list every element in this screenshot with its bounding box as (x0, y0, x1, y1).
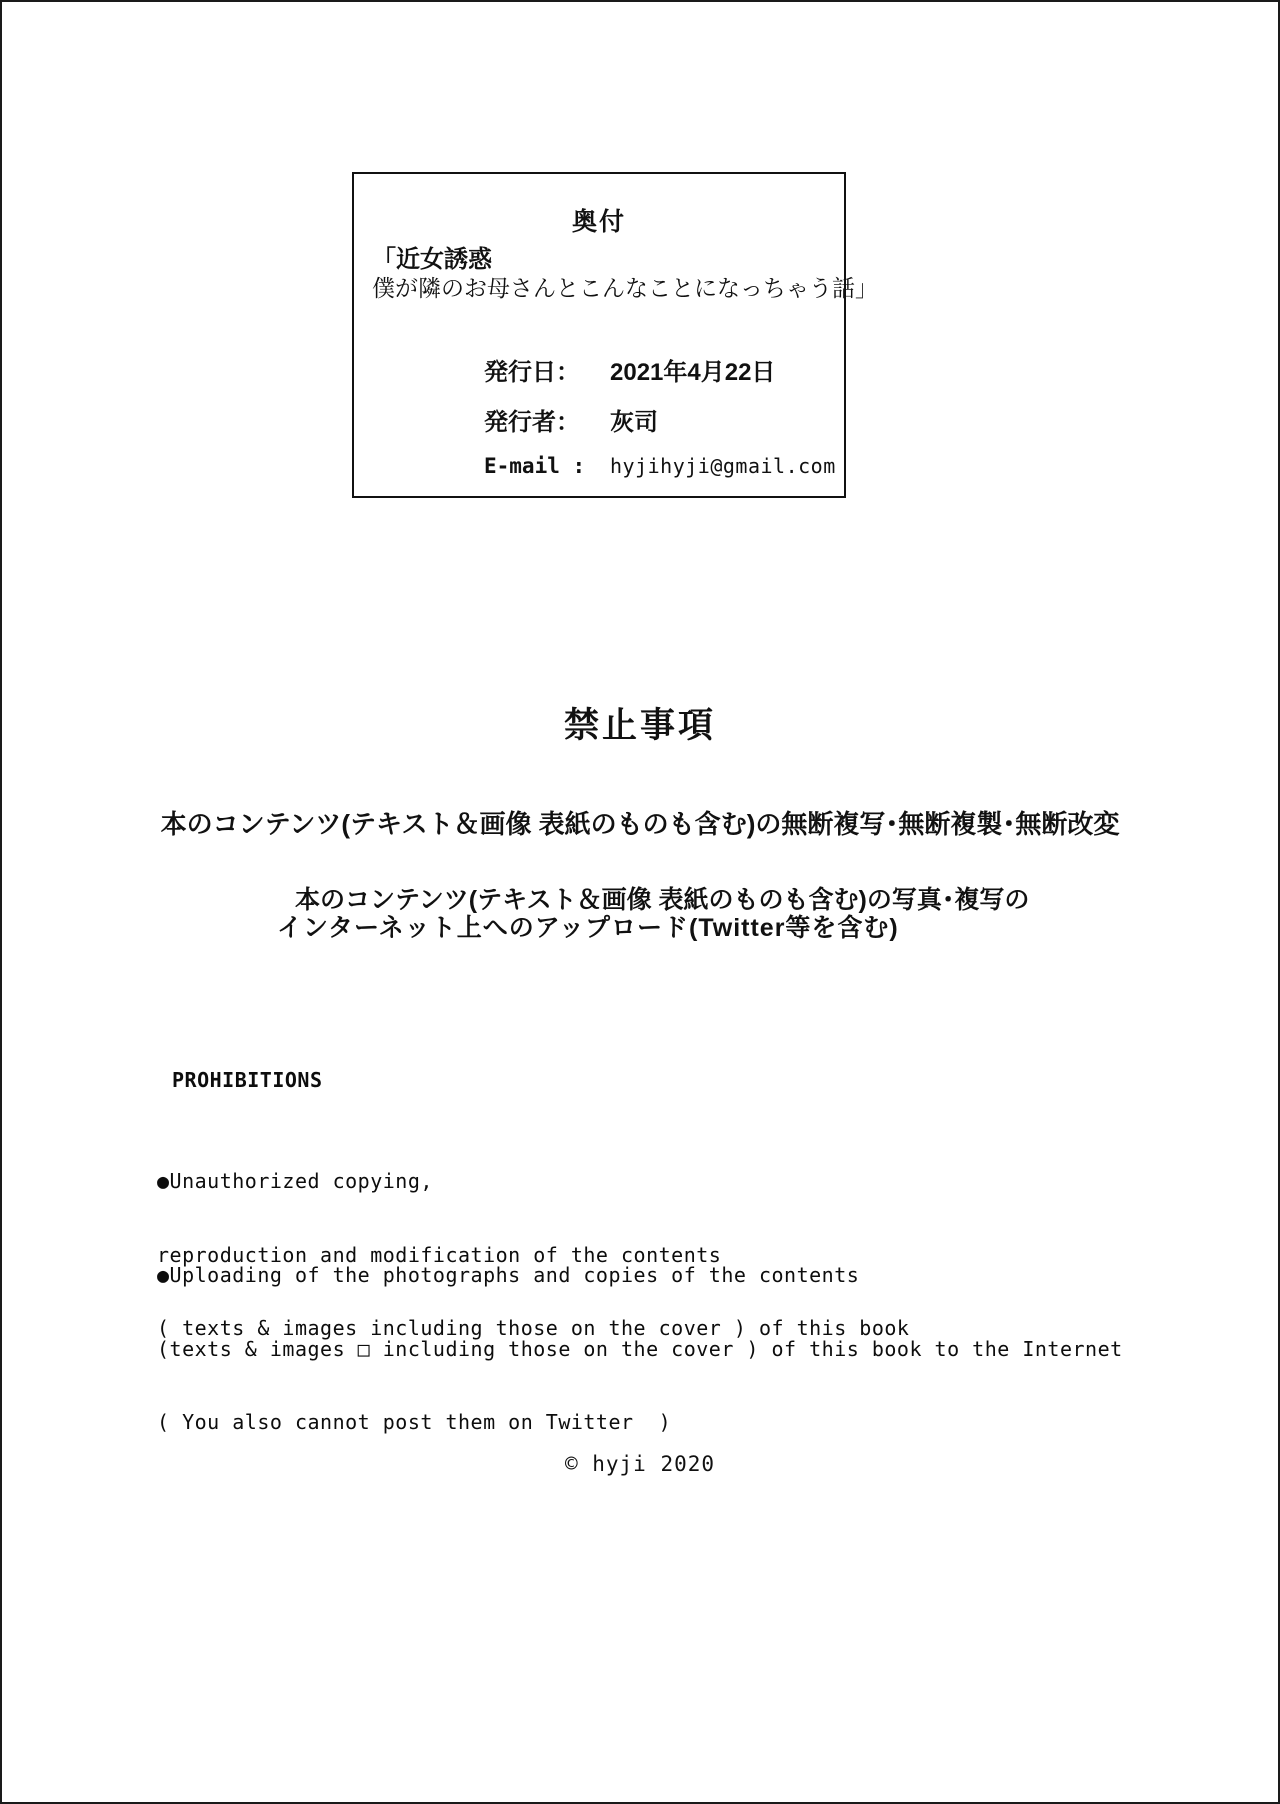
email-label: E-mail : (484, 454, 586, 478)
prohibitions-jp-line1: 本のコンテンツ(テキスト＆画像 表紙のものも含む)の無断複写･無断複製･無断改変 (160, 809, 1120, 839)
prohibitions-jp-heading: 禁止事項 (563, 706, 716, 745)
email-row (484, 454, 836, 478)
prohibitions-en-item2-line2: (texts & images □ including those on the cover ) of this book to the Internet (157, 1336, 1123, 1361)
publish-date-row (484, 352, 775, 387)
colophon-box (352, 172, 878, 498)
publisher-label: 発行者： (484, 409, 580, 436)
publisher-row (484, 402, 658, 437)
prohibitions-en-item2-line1: ●Uploading of the photographs and copies of the contents (157, 1263, 860, 1287)
prohibitions-en-item1-line3: ( texts & images including those on the cover ) of this book (157, 1316, 910, 1340)
copyright-notice: © hyji 2020 (564, 1452, 716, 1476)
prohibitions-en-item1-line2: reproduction and modification of the contents (157, 1242, 722, 1267)
email-value: hyjihyji@gmail.com (610, 454, 836, 478)
book-title-line1: 「近女誘惑 (372, 246, 492, 273)
prohibitions-jp-line2: 本のコンテンツ(テキスト＆画像 表紙のものも含む)の写真･複写の (295, 886, 1030, 914)
publish-date-value: 2021年4月22日 (610, 359, 776, 386)
prohibitions-en-item1-line1: ●Unauthorized copying, (157, 1169, 433, 1193)
prohibitions-en-item2 (157, 1214, 1123, 1484)
book-title-line2: 僕が隣のお母さんとこんなことになっちゃう話」 (372, 276, 878, 301)
colophon-heading: 奥付 (571, 208, 626, 236)
publish-date-label: 発行日： (484, 359, 580, 386)
book-title (372, 246, 878, 303)
prohibitions-en-heading: PROHIBITIONS (172, 1068, 323, 1092)
prohibitions-en-item2-line3: ( You also cannot post them on Twitter ) (157, 1410, 672, 1434)
prohibitions-jp-line3: インターネット上へのアップロード(Twitter等を含む) (277, 914, 899, 942)
publisher-value: 灰司 (610, 409, 658, 436)
